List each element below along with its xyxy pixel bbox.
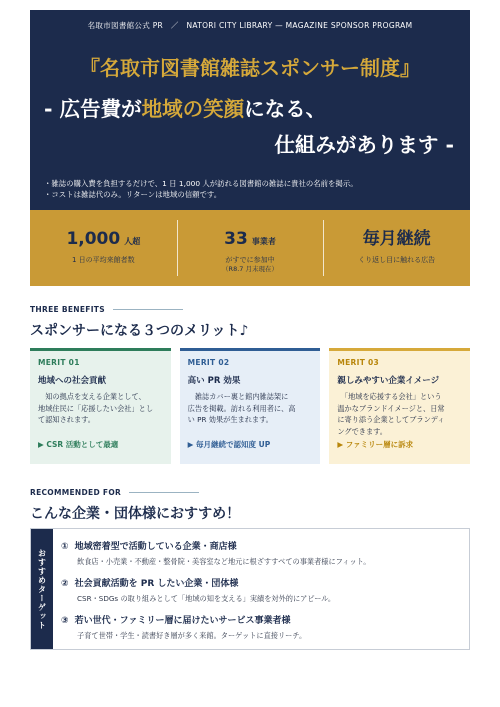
card-body-line: い PR 効果が生まれます。 [187,415,273,424]
card-accent-bar [329,348,470,351]
stat-monthly [323,210,470,286]
stat-value: 33 [224,229,248,249]
stat-caption: 1 日の平均来館者数 [71,256,135,264]
stat-caption: くり返し目に触れる広告 [358,256,436,264]
side-label-text: おすすめターゲット [37,548,47,630]
benefit-cards [30,348,470,464]
recommend-list [61,539,461,650]
recommend-label [30,488,199,497]
stat-unit: 事業者 [251,237,276,246]
list-item [61,576,461,613]
card-title: 親しみやすい企業イメージ [337,376,440,386]
card-label: MERIT 03 [337,358,380,367]
card-accent-bar [30,348,171,351]
item-title-text: 若い世代・ファミリー層に届けたいサービス事業者様 [74,616,291,626]
item-title [61,613,461,626]
lead-line-1 [44,92,464,122]
item-body: CSR・SDGs の取り組みとして「地域の知を支える」実績を対外的にアピール。 [77,594,336,603]
card-footer: ▶ 毎月継続で認知度 UP [187,440,271,449]
note-line: ・コストは雑誌代のみ。リターンは地域の信頼です。 [44,190,222,199]
benefits-label-text: THREE BENEFITS [30,305,105,314]
list-item [61,539,461,576]
lead-highlight: 地域の笑顔 [141,97,245,121]
divider [129,492,199,493]
card-footer: ▶ ファミリー層に訴求 [337,440,414,449]
recommend-side-label [31,529,53,649]
item-title [61,539,461,552]
item-number: ① [61,542,69,552]
benefits-title: スポンサーになる３つのメリット♪ [30,323,249,339]
card-body-line: 「地域を応援する会社」という [337,392,442,401]
lead-line-2: 仕組みがあります - [274,133,454,157]
item-body: 飲食店・小売業・不動産・整骨院・美容室など地元に根ざすすべての事業者様にフィット。 [77,557,371,566]
merit-card-1 [30,348,171,464]
card-label: MERIT 02 [187,358,230,367]
stat-value: 1,000 [66,229,121,249]
hero-panel [30,10,470,210]
merit-card-3 [329,348,470,464]
lead-prefix: - 広告費が [44,97,142,121]
benefits-label [30,305,183,314]
stat-value: 毎月継続 [362,229,431,249]
card-accent-bar [180,348,321,351]
card-body-line: に寄り添う企業としてブランディ [337,415,445,424]
card-body-line: 雑誌カバー裏と館内雑誌架に [187,392,289,401]
item-title-text: 地域密着型で活動している企業・商店様 [74,542,237,552]
card-label: MERIT 01 [38,358,80,367]
stat-sponsors [177,210,324,286]
card-body [337,391,462,437]
card-body-line: て認知されます。 [38,415,95,424]
lead-suffix: になる、 [244,97,327,121]
recommend-label-text: RECOMMENDED FOR [30,488,122,497]
card-body-line: ングできます。 [337,426,387,436]
list-item [61,613,461,650]
item-number: ③ [61,616,69,626]
card-body [188,391,313,426]
recommend-box [30,528,470,650]
item-title-text: 社会貢献活動を PR したい企業・団体様 [74,579,239,589]
card-body-line: 知の拠点を支える企業として、 [38,392,146,401]
stat-unit: 人超 [124,237,141,246]
item-body: 子育て世帯・学生・読書好き層が多く来館。ターゲットに直接リーチ。 [77,631,307,640]
stat-caption: がすでに参加中 [225,256,275,264]
card-body-line: 温かなブランドイメージと、日常 [337,403,445,413]
top-line: 名取市図書館公式 PR ／ NATORI CITY LIBRARY — MAGAZINE SPONSOR PROGRAM [87,21,413,30]
recommend-title: こんな企業・団体様におすすめ！ [30,506,241,522]
card-title: 高い PR 効果 [187,376,241,386]
page-title: 『名取市図書館雑誌スポンサー制度』 [80,56,420,80]
stat-note: （R8.7 月末現在） [222,265,278,273]
card-footer: ▶ CSR 活動として最適 [38,440,119,449]
header-notes [44,178,464,200]
merit-card-2 [180,348,321,464]
divider [113,309,183,310]
card-body-line: 広告を掲載。訪れる利用者に、高 [187,403,296,413]
card-title: 地域への社会貢献 [38,376,107,386]
card-body [38,391,163,426]
stat-visitors [30,210,177,286]
item-number: ② [61,579,69,589]
note-line: ・雑誌の購入費を負担するだけで、1 日 1,000 人が訪れる図書館の雑誌に貴社の名前を掲示。 [44,179,358,188]
stats-band [30,210,470,286]
card-body-line: 地域住民に「応援したい会社」とし [38,403,154,413]
item-title [61,576,461,589]
